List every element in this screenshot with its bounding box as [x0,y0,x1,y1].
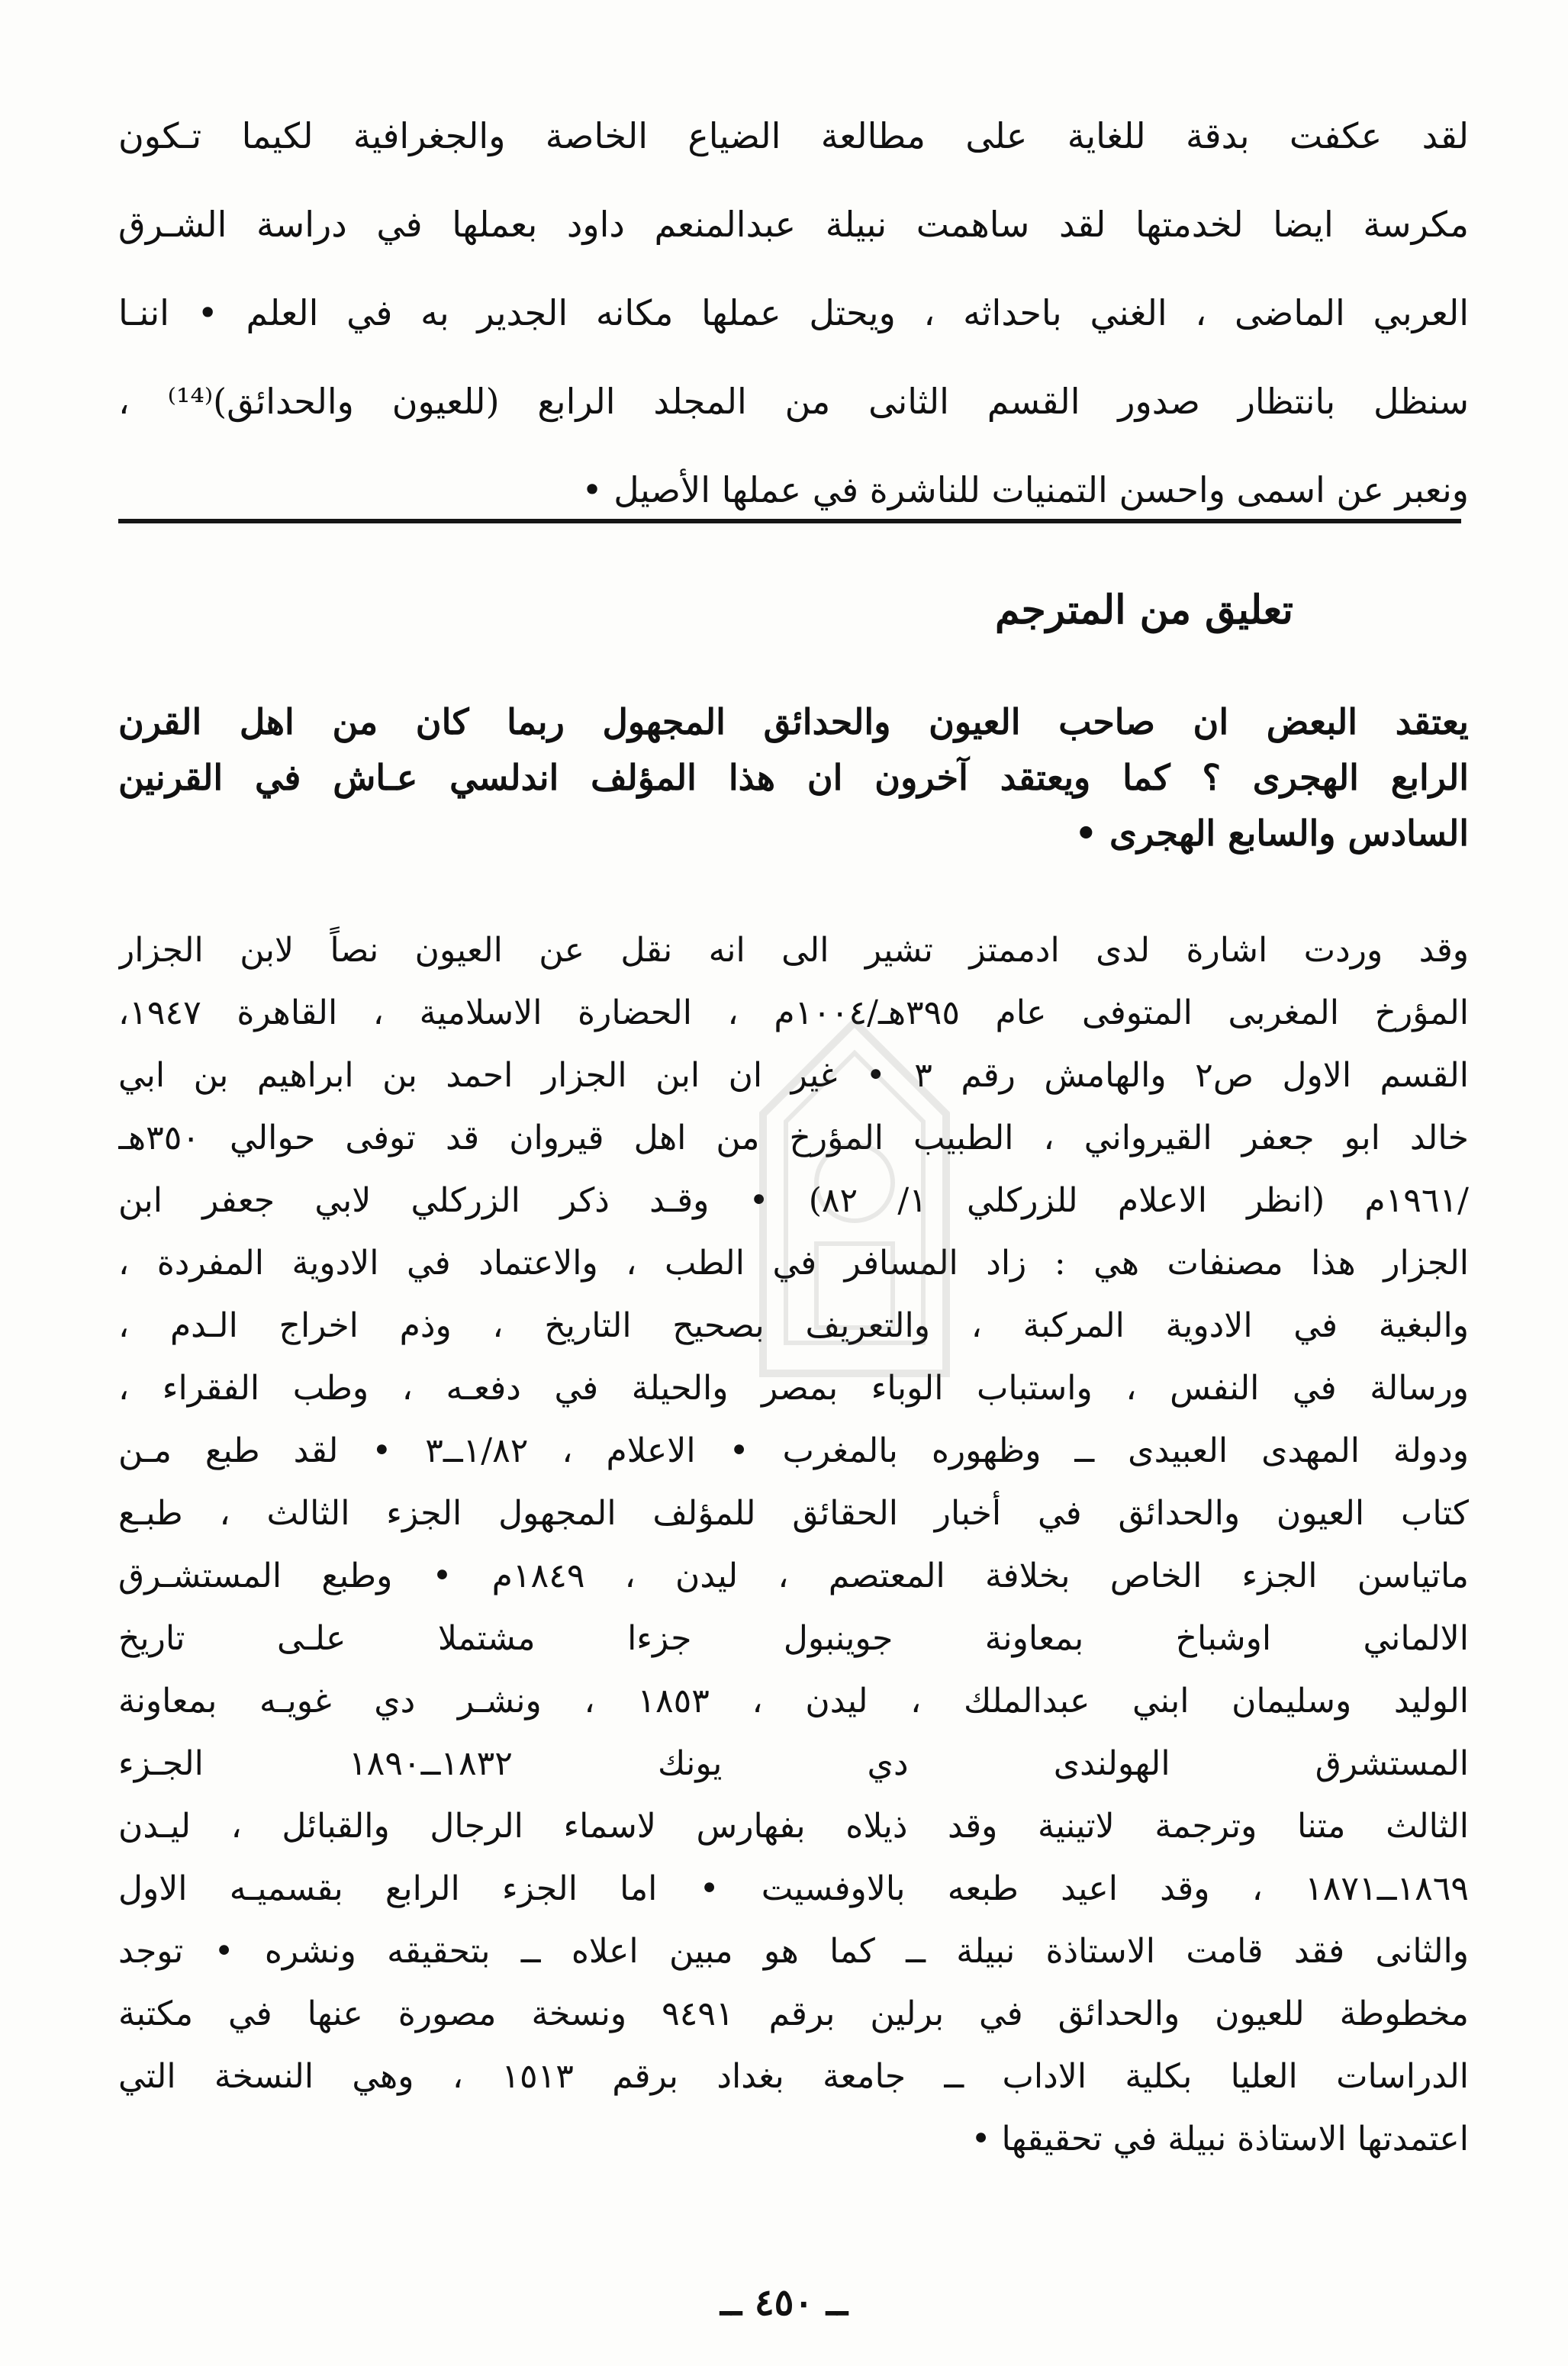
text-line: كتاب العيون والحدائق في أخبار الحقائق للمؤلف المجهول الجزء الثالث ، طبـع [118,1494,1469,1533]
text-line: ورسالة في النفس ، واستباب الوباء بمصر والحيلة في دفعـه ، وطب الفقراء ، [118,1369,1469,1408]
text-line: الرابع الهجرى ؟ كما ويعتقد آخرون ان هذا المؤلف اندلسي عـاش في القرنين [118,757,1469,798]
text-line: مخطوطة للعيون والحدائق في برلين برقم ٩٤٩١ ونسخة مصورة عنها في مكتبة [118,1994,1469,2033]
text-line: وقد وردت اشارة لدى ادممتز تشير الى انه نقل عن العيون نصاً لابن الجزار [118,931,1469,970]
text-line: يعتقد البعض ان صاحب العيون والحدائق المجهول ربما كان من اهل القرن [118,701,1469,742]
text-line: لقد عكفت بدقة للغاية على مطالعة الضياع الخاصة والجغرافية لكيما تـكون [118,115,1469,156]
text-line: القسم الاول ص٢ والهامش رقم ٣ • غير ان ابن الجزار احمد بن ابراهيم بن ابي [118,1056,1469,1095]
page-number: ــ ٤٥٠ ــ [720,2281,848,2324]
section-heading: تعليق من المترجم [995,587,1293,633]
text-line: الوليد وسليمان ابني عبدالملك ، ليدن ، ١٨٥٣ ، ونشـر دي غويـه بمعاونة [118,1682,1469,1721]
text-line: الالماني اوشباخ بمعاونة جوينبول جزءا مشتملا علـى تاريخ [118,1619,1469,1658]
text-line: سنظل بانتظار صدور القسم الثانى من المجلد الرابع (للعيون والحدائق)⁽¹⁴⁾ ، [118,381,1469,422]
text-line: اعتمدتها الاستاذة نبيلة في تحقيقها • [971,2120,1469,2158]
text-line: ماتياسن الجزء الخاص بخلافة المعتصم ، ليدن ، ١٨٤٩م • وطبع المستشـرق [118,1556,1469,1595]
text-line: ودولة المهدى العبيدى ــ وظهوره بالمغرب • الاعلام ، ١/٨٢ــ٣ • لقد طبع مـن [118,1431,1469,1470]
text-line: المستشرق الهولندى دي يونك ١٨٣٢ــ١٨٩٠ الجـزء [118,1744,1469,1783]
text-line: ١٨٦٩ــ١٨٧١ ، وقد اعيد طبعه بالاوفسيت • اما الجزء الرابع بقسميـه الاول [118,1869,1469,1908]
translator-paragraph [118,694,1469,861]
text-line: الجزار هذا مصنفات هي : زاد المسافر في الطب ، والاعتماد في الادوية المفردة ، [118,1244,1469,1283]
text-line: الدراسات العليا بكلية الاداب ــ جامعة بغداد برقم ١٥١٣ ، وهي النسخة التي [118,2057,1469,2096]
library-watermark-icon [717,1007,992,1434]
text-line: خالد ابو جعفر القيرواني ، الطبيب المؤرخ من اهل قيروان قد توفى حوالي ٣٥٠هـ [118,1119,1469,1157]
text-line: مكرسة ايضا لخدمتها لقد ساهمت نبيلة عبدالمنعم داود بعملها في دراسة الشـرق [118,204,1469,245]
text-line: السادس والسابع الهجرى • [1074,813,1469,854]
text-line: الثالث متنا وترجمة لاتينية وقد ذيلاه بفهارس لاسماء الرجال والقبائل ، ليـدن [118,1807,1469,1846]
text-line: العربي الماضى ، الغني باحداثه ، ويحتل عملها مكانه الجدير به في العلم • اننـا [118,292,1469,333]
text-line: /١٩٦١م (انظر الاعلام للزركلي ١/ ٨٢) • وقـد ذكر الزركلي لابي جعفر ابن [118,1181,1469,1220]
text-line: والثانى فقد قامت الاستاذة نبيلة ــ كما هو مبين اعلاه ــ بتحقيقه ونشره • توجد [118,1932,1469,1971]
text-line: ونعبر عن اسمى واحسن التمنيات للناشرة في عملها الأصيل • [581,469,1469,510]
top-paragraph [118,92,1469,534]
section-divider [118,519,1461,523]
text-line: والبغية في الادوية المركبة ، والتعريف بصحيح التاريخ ، وذم اخراج الـدم ، [118,1306,1469,1345]
text-line: المؤرخ المغربى المتوفى عام ٣٩٥هـ/١٠٠٤م ، الحضارة الاسلامية ، القاهرة ١٩٤٧، [118,993,1469,1032]
